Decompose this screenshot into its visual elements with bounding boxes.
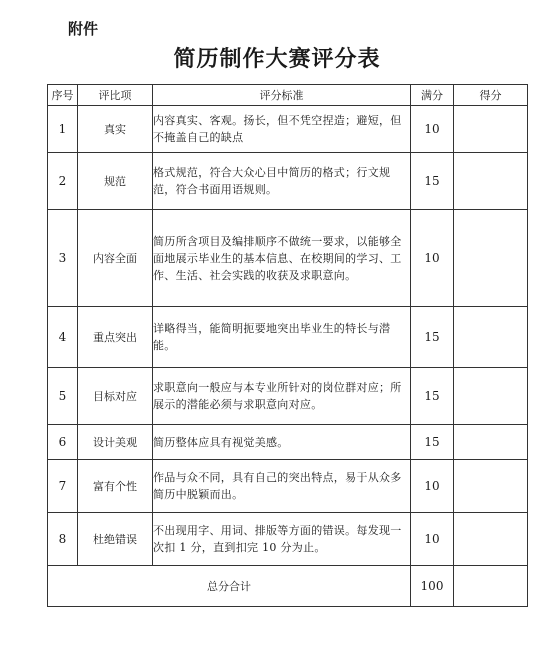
row-item: 富有个性 <box>78 460 153 513</box>
row-number: 1 <box>48 106 78 153</box>
row-score-cell[interactable] <box>454 368 528 425</box>
row-item: 目标对应 <box>78 368 153 425</box>
row-full-score: 15 <box>411 368 454 425</box>
total-score-cell[interactable] <box>454 566 528 607</box>
row-item: 真实 <box>78 106 153 153</box>
table-row <box>48 307 528 368</box>
row-full-score: 10 <box>411 210 454 307</box>
total-row <box>48 566 528 607</box>
row-full-score: 10 <box>411 106 454 153</box>
row-number: 6 <box>48 425 78 460</box>
table-row <box>48 368 528 425</box>
row-criteria: 详略得当，能简明扼要地突出毕业生的特长与潜能。 <box>153 307 411 368</box>
table-row <box>48 460 528 513</box>
scoring-table <box>47 84 528 607</box>
row-item: 内容全面 <box>78 210 153 307</box>
row-number: 4 <box>48 307 78 368</box>
row-criteria: 内容真实、客观。扬长，但不凭空捏造；避短，但不掩盖自己的缺点 <box>153 106 411 153</box>
table-row <box>48 425 528 460</box>
row-criteria: 不出现用字、用词、排版等方面的错误。每发现一次扣 1 分，直到扣完 10 分为止。 <box>153 513 411 566</box>
row-score-cell[interactable] <box>454 460 528 513</box>
row-criteria: 作品与众不同，具有自己的突出特点，易于从众多简历中脱颖而出。 <box>153 460 411 513</box>
row-score-cell[interactable] <box>454 106 528 153</box>
row-item: 规范 <box>78 153 153 210</box>
row-score-cell[interactable] <box>454 307 528 368</box>
row-item: 重点突出 <box>78 307 153 368</box>
row-number: 5 <box>48 368 78 425</box>
row-score-cell[interactable] <box>454 210 528 307</box>
total-full-score: 100 <box>411 566 454 607</box>
row-full-score: 10 <box>411 460 454 513</box>
row-score-cell[interactable] <box>454 425 528 460</box>
row-item: 杜绝错误 <box>78 513 153 566</box>
row-full-score: 15 <box>411 153 454 210</box>
row-full-score: 10 <box>411 513 454 566</box>
row-criteria: 格式规范，符合大众心目中简历的格式；行文规范，符合书面用语规则。 <box>153 153 411 210</box>
table-row <box>48 513 528 566</box>
column-header-number: 序号 <box>48 85 78 106</box>
table-row <box>48 210 528 307</box>
row-full-score: 15 <box>411 307 454 368</box>
total-label: 总分合计 <box>48 566 411 607</box>
row-criteria: 简历所含项目及编排顺序不做统一要求，以能够全面地展示毕业生的基本信息、在校期间的学习、工作、生活、社会实践的收获及求职意向。 <box>153 210 411 307</box>
row-number: 2 <box>48 153 78 210</box>
column-header-criteria: 评分标准 <box>153 85 411 106</box>
table-header-row <box>48 85 528 106</box>
row-number: 3 <box>48 210 78 307</box>
table-row <box>48 106 528 153</box>
attachment-label: 附件 <box>68 20 99 38</box>
row-score-cell[interactable] <box>454 153 528 210</box>
row-criteria: 简历整体应具有视觉美感。 <box>153 425 411 460</box>
page-title: 简历制作大赛评分表 <box>173 47 381 72</box>
column-header-full-score: 满分 <box>411 85 454 106</box>
row-criteria: 求职意向一般应与本专业所针对的岗位群对应；所展示的潜能必须与求职意向对应。 <box>153 368 411 425</box>
row-score-cell[interactable] <box>454 513 528 566</box>
row-full-score: 15 <box>411 425 454 460</box>
row-number: 7 <box>48 460 78 513</box>
row-item: 设计美观 <box>78 425 153 460</box>
row-number: 8 <box>48 513 78 566</box>
table-row <box>48 153 528 210</box>
column-header-score: 得分 <box>454 85 528 106</box>
column-header-item: 评比项 <box>78 85 153 106</box>
